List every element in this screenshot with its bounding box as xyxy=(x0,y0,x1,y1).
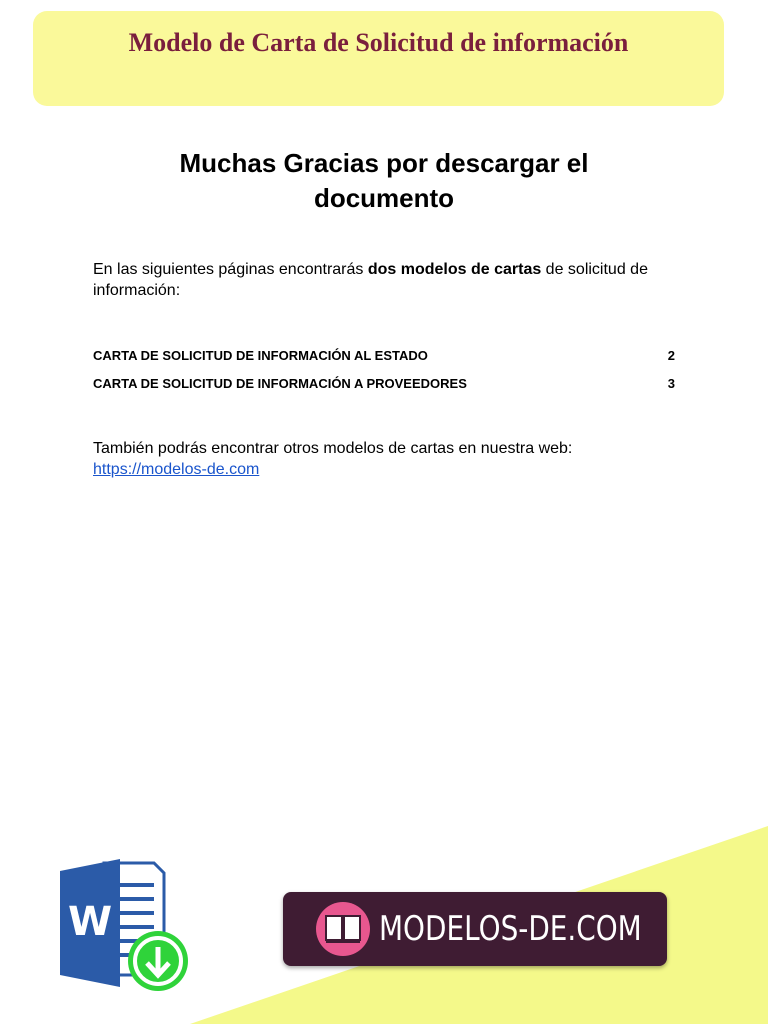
toc-entry-label: CARTA DE SOLICITUD DE INFORMACIÓN AL ESTADO xyxy=(93,348,428,363)
table-of-contents xyxy=(93,346,675,402)
svg-text:W: W xyxy=(68,899,113,945)
header-banner xyxy=(33,11,724,106)
heading-line-1: Muchas Gracias por descargar el xyxy=(179,148,589,178)
intro-text-bold: dos modelos de cartas xyxy=(367,261,542,278)
intro-text-start: En las siguientes páginas encontrarás xyxy=(93,261,368,278)
document-title: Modelo de Carta de Solicitud de información xyxy=(128,28,629,57)
toc-entry-page: 2 xyxy=(667,348,675,363)
heading-line-2: documento xyxy=(313,183,455,213)
website-link[interactable]: https://modelos-de.com xyxy=(93,461,260,478)
intro-text-end: de solicitud de información: xyxy=(93,261,648,299)
toc-entry-page: 3 xyxy=(667,376,675,391)
brand-banner[interactable] xyxy=(283,892,667,966)
website-text: También podrás encontrar otros modelos de cartas en nuestra web: xyxy=(93,440,573,457)
thank-you-heading xyxy=(84,146,684,216)
website-paragraph xyxy=(93,438,683,480)
download-arrow-icon xyxy=(128,931,188,991)
word-document-icon[interactable] xyxy=(58,857,194,997)
toc-entry-proveedores[interactable] xyxy=(93,374,675,402)
intro-paragraph xyxy=(93,259,683,301)
toc-entry-estado[interactable] xyxy=(93,346,675,374)
brand-name: MODELOS-DE.COM xyxy=(379,909,642,949)
book-icon xyxy=(316,902,370,956)
toc-entry-label: CARTA DE SOLICITUD DE INFORMACIÓN A PROVEEDORES xyxy=(93,376,467,391)
